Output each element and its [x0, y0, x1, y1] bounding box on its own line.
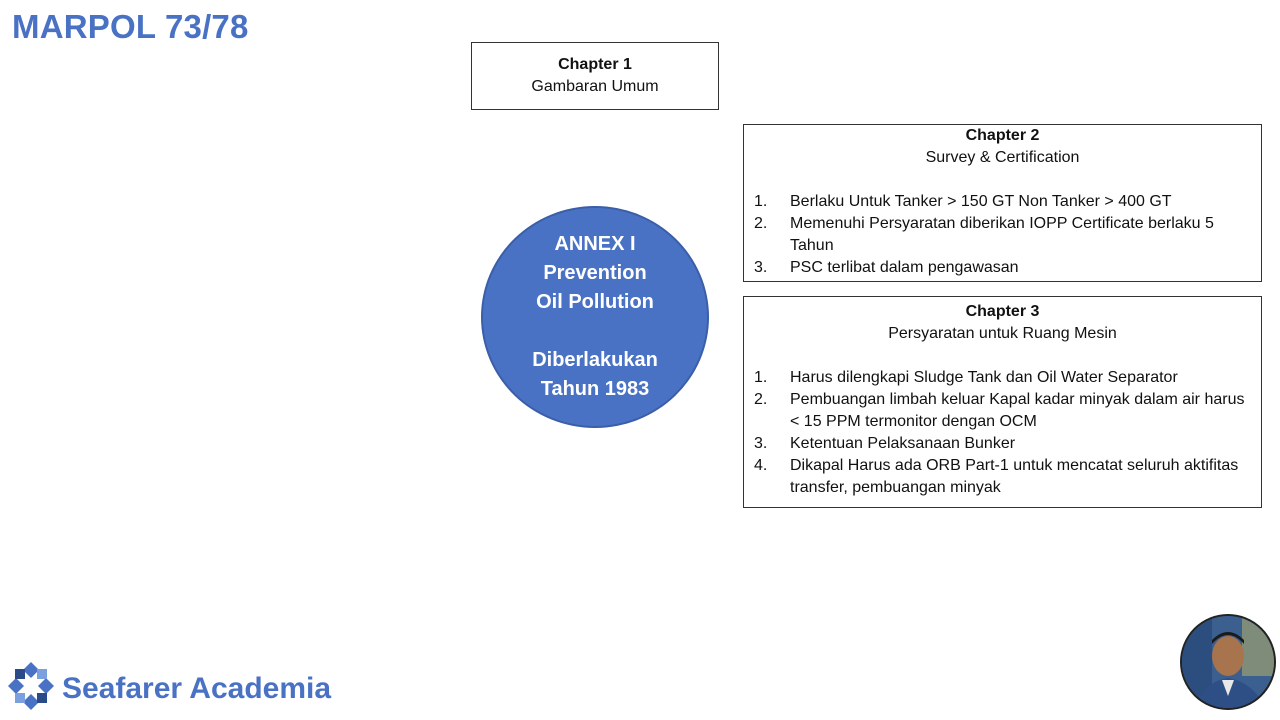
brand-logo: [6, 660, 331, 717]
annex-line-3: Oil Pollution: [536, 291, 654, 313]
list-item-number: 2.: [754, 215, 768, 232]
annex-line-2: Prevention: [543, 262, 647, 284]
chapter-3-list: [744, 367, 1261, 499]
list-item: [744, 367, 1261, 389]
presenter-avatar: [1180, 614, 1276, 710]
chapter-2-box: [743, 124, 1262, 282]
slide-title: MARPOL 73/78: [12, 8, 249, 45]
list-item-text: Ketentuan Pelaksanaan Bunker: [790, 435, 1016, 452]
list-item-text: Harus dilengkapi Sludge Tank dan Oil Water Separator: [790, 369, 1178, 386]
list-item: [744, 213, 1261, 257]
list-item-number: 1.: [754, 193, 768, 210]
list-item: [744, 389, 1261, 433]
list-item-number: 3.: [754, 435, 768, 452]
list-item-number: 1.: [754, 369, 768, 386]
list-item: [744, 455, 1261, 499]
list-item-number: 4.: [754, 457, 768, 474]
list-item-number: 2.: [754, 391, 768, 408]
chapter-2-subtitle: Survey & Certification: [925, 149, 1080, 166]
list-item: [744, 433, 1261, 455]
annex-line-5: Tahun 1983: [540, 378, 650, 400]
list-item-text: Dikapal Harus ada ORB Part-1 untuk mencatat seluruh aktifitas transfer, pembuangan minyak: [790, 457, 1239, 496]
pinwheel-logo-icon: [6, 660, 56, 717]
list-item-text: Pembuangan limbah keluar Kapal kadar minyak dalam air harus < 15 PPM termonitor dengan OCM: [790, 391, 1245, 430]
list-item: [744, 191, 1261, 213]
annex-circle: [481, 206, 709, 428]
chapter-3-subtitle: Persyaratan untuk Ruang Mesin: [888, 325, 1117, 342]
chapter-2-heading: Chapter 2: [965, 127, 1040, 144]
chapter-1-heading: Chapter 1: [558, 56, 632, 73]
annex-line-4: Diberlakukan: [532, 349, 658, 371]
chapter-1-box: [471, 42, 719, 110]
list-item-number: 3.: [754, 259, 768, 276]
chapter-3-heading: Chapter 3: [965, 303, 1040, 320]
annex-line-1: ANNEX I: [554, 233, 636, 255]
brand-name: Seafarer Academia: [62, 671, 332, 705]
list-item: [744, 257, 1261, 279]
chapter-1-subtitle: Gambaran Umum: [531, 78, 659, 95]
list-item-text: PSC terlibat dalam pengawasan: [790, 259, 1019, 276]
chapter-3-box: [743, 296, 1262, 508]
list-item-text: Berlaku Untuk Tanker > 150 GT Non Tanker > 400 GT: [790, 193, 1172, 210]
chapter-2-list: [744, 191, 1261, 279]
list-item-text: Memenuhi Persyaratan diberikan IOPP Certificate berlaku 5 Tahun: [790, 215, 1214, 254]
